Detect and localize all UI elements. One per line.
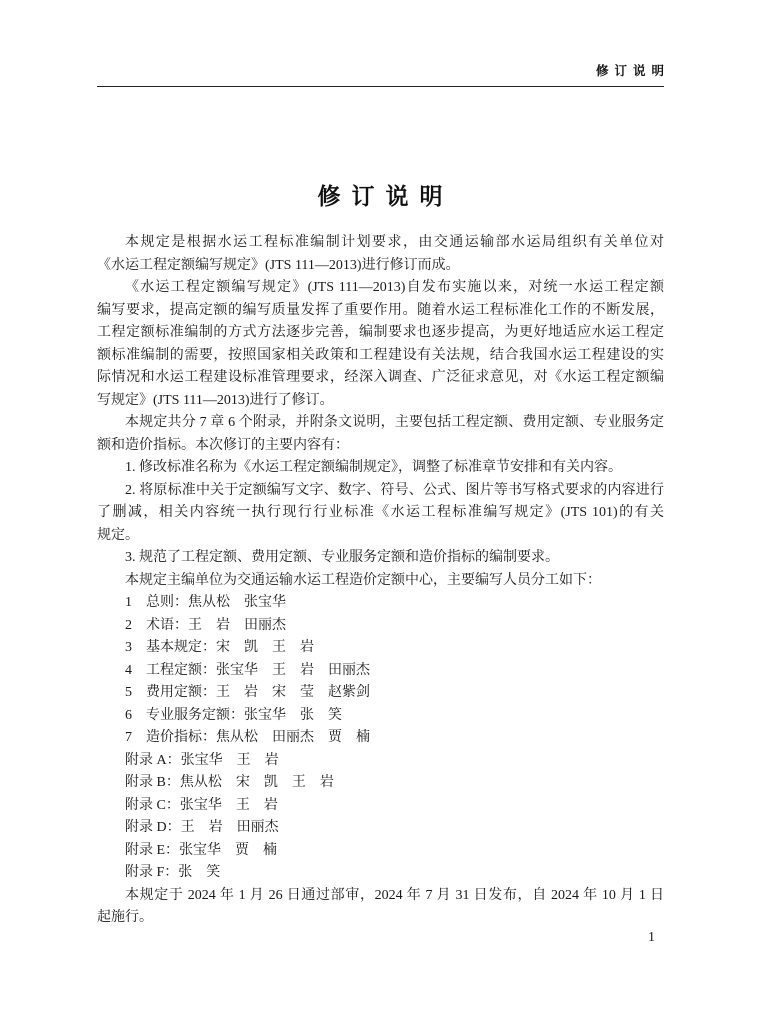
author-names: 张 笑 bbox=[178, 865, 221, 880]
paragraph-line: 际情况和水运工程建设标准管理要求，经深入调查、广泛征求意见，对《水运工程定额编 bbox=[97, 370, 664, 385]
paragraph-line: 工程定额标准编制的方式方法逐步完善，编制要求也逐步提高，为更好地适应水运工程定 bbox=[97, 325, 664, 340]
author-part: 附录 E： bbox=[125, 842, 180, 858]
author-assignment bbox=[97, 750, 664, 773]
paragraph-line: 编写要求，提高定额的编写质量发挥了重要作用。随着水运工程标准化工作的不断发展， bbox=[97, 302, 664, 318]
editors-intro: 本规定主编单位为交通运输水运工程造价定额中心，主要编写人员分工如下： bbox=[125, 572, 601, 588]
author-part: 附录 D： bbox=[125, 820, 181, 835]
author-assignment bbox=[97, 615, 664, 638]
author-names: 张宝华 王 岩 bbox=[180, 752, 279, 768]
author-names: 张宝华 张 笑 bbox=[244, 707, 342, 723]
author-assignment bbox=[97, 795, 664, 818]
author-assignment bbox=[97, 840, 664, 863]
author-assignment bbox=[97, 772, 664, 795]
revision-item-line: 1. 修改标准名称为《水运工程定额编制规定》，调整了标准章节安排和有关内容。 bbox=[125, 460, 622, 475]
author-names: 王 岩 田丽杰 bbox=[188, 617, 286, 633]
author-assignment bbox=[97, 592, 664, 615]
author-assignment bbox=[97, 862, 664, 885]
revision-item-line: 3. 规范了工程定额、费用定额、专业服务定额和造价指标的编制要求。 bbox=[125, 550, 559, 565]
paragraph-line: 本规定共分 7 章 6 个附录，并附条文说明，主要包括工程定额、费用定额、专业服务定 bbox=[125, 415, 664, 430]
paragraph-line: 额标准编制的需要，按照国家相关政策和工程建设有关法规，结合我国水运工程建设的实 bbox=[97, 347, 664, 363]
page-number: 1 bbox=[648, 930, 655, 945]
author-part: 2 术语： bbox=[125, 617, 188, 633]
author-part: 4 工程定额： bbox=[125, 662, 216, 678]
author-part: 附录 A： bbox=[125, 752, 181, 768]
closing-line: 起施行。 bbox=[97, 910, 153, 925]
author-assignment bbox=[97, 705, 664, 728]
author-names: 张宝华 王 岩 bbox=[179, 797, 278, 813]
paragraph-line: 《水运工程定额编写规定》(JTS 111—2013)进行修订而成。 bbox=[97, 257, 460, 273]
paragraph-line: 本规定是根据水运工程标准编制计划要求，由交通运输部水运局组织有关单位对 bbox=[125, 235, 664, 250]
author-part: 7 造价指标： bbox=[125, 730, 216, 745]
author-assignment bbox=[97, 660, 664, 683]
author-assignment bbox=[97, 637, 664, 660]
revision-item-line: 了删减，相关内容统一执行现行行业标准《水运工程标准编写规定》(JTS 101)的有关 bbox=[97, 505, 664, 520]
page-title: 修订说明 bbox=[317, 184, 454, 210]
revision-item-line: 规定。 bbox=[97, 527, 139, 543]
author-names: 王 岩 宋 莹 赵紫剑 bbox=[216, 685, 370, 700]
paragraph-line: 《水运工程定额编写规定》(JTS 111—2013)自发布实施以来，对统一水运工程定额 bbox=[125, 280, 664, 295]
paragraph-line: 写规定》(JTS 111—2013)进行了修订。 bbox=[97, 392, 334, 408]
header-rule bbox=[97, 86, 664, 87]
author-names: 焦从松 宋 凯 王 岩 bbox=[179, 775, 334, 790]
revision-item-line: 2. 将原标准中关于定额编写文字、数字、符号、公式、图片等书写格式要求的内容进行 bbox=[125, 482, 664, 498]
author-names: 焦从松 田丽杰 贾 楠 bbox=[216, 730, 370, 745]
author-names: 张宝华 王 岩 田丽杰 bbox=[216, 662, 370, 678]
closing-line: 本规定于 2024 年 1 月 26 日通过部审，2024 年 7 月 31 日发布，自 2024 年 10 月 1 日 bbox=[125, 887, 664, 903]
author-part: 6 专业服务定额： bbox=[125, 707, 244, 723]
author-part: 5 费用定额： bbox=[125, 685, 216, 700]
author-part: 附录 F： bbox=[125, 865, 179, 880]
paragraph-line: 额和造价指标。本次修订的主要内容有： bbox=[97, 437, 349, 453]
author-names: 张宝华 贾 楠 bbox=[179, 842, 278, 858]
author-names: 王 岩 田丽杰 bbox=[180, 820, 279, 835]
author-assignment bbox=[97, 817, 664, 840]
author-names: 焦从松 张宝华 bbox=[188, 595, 286, 610]
author-names: 宋 凯 王 岩 bbox=[216, 640, 314, 655]
body-text bbox=[97, 232, 664, 930]
running-header-title: 修订说明 bbox=[595, 63, 670, 78]
author-assignment bbox=[97, 727, 664, 750]
author-part: 附录 C： bbox=[125, 797, 180, 813]
author-part: 附录 B： bbox=[125, 775, 180, 790]
author-assignment bbox=[97, 682, 664, 705]
author-part: 1 总则： bbox=[125, 595, 188, 610]
author-part: 3 基本规定： bbox=[125, 640, 216, 655]
